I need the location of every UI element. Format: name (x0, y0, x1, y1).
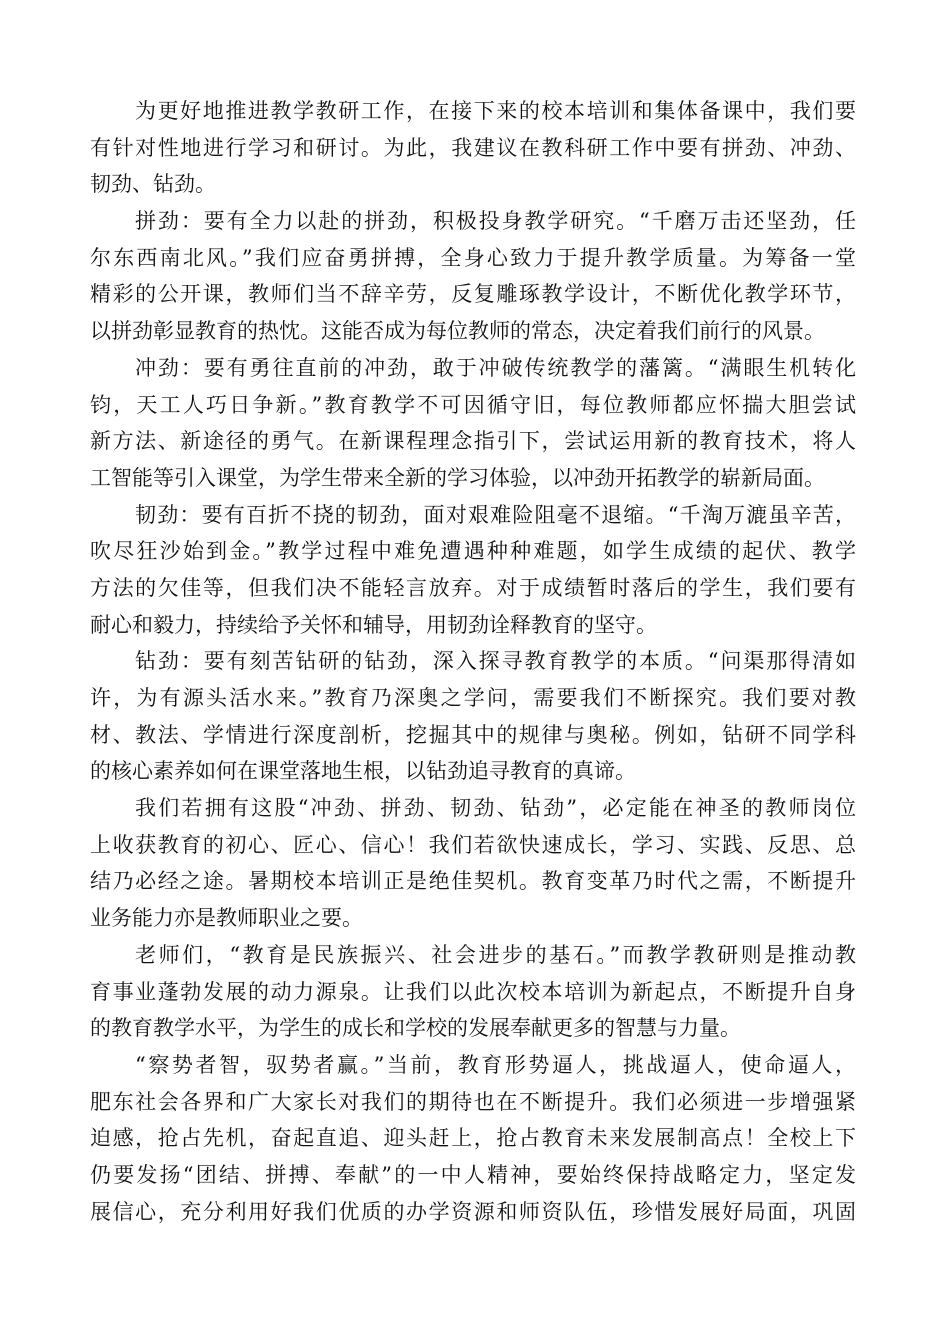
text-line: 方法的欠佳等，但我们决不能轻言放弃。对于成绩暂时落后的学生，我们要有 (90, 575, 856, 600)
text-line: 韧劲：要有百折不挠的韧劲，面对艰难险阻毫不退缩。“千淘万漉虽辛苦， (135, 502, 856, 527)
text-line: 肥东社会各界和广大家长对我们的期待也在不断提升。我们必须进一步增强紧 (90, 1089, 856, 1114)
paragraph (90, 497, 856, 644)
paragraph (90, 790, 856, 937)
text-line: 韧劲、钻劲。 (90, 172, 216, 197)
text-line: 结乃必经之途。暑期校本培训正是绝佳契机。教育变革乃时代之需，不断提升 (90, 869, 856, 894)
text-line: 有针对性地进行学习和研讨。为此，我建议在教科研工作中要有拼劲、冲劲、 (90, 135, 856, 160)
text-line: “察势者智，驭势者赢。”当前，教育形势逼人，挑战逼人，使命逼人， (135, 1052, 856, 1077)
text-line: 冲劲：要有勇往直前的冲劲，敢于冲破传统教学的藩篱。“满眼生机转化 (135, 355, 856, 380)
text-line: 吹尽狂沙始到金。”教学过程中难免遭遇种种难题，如学生成绩的起伏、教学 (90, 539, 856, 564)
document-page (90, 93, 856, 1230)
text-line: 的教育教学水平，为学生的成长和学校的发展奉献更多的智慧与力量。 (90, 1016, 741, 1041)
text-line: 材、教法、学情进行深度剖析，挖掘其中的规律与奥秘。例如，钻研不同学科 (90, 722, 856, 747)
text-line: 钻劲：要有刻苦钻研的钻劲，深入探寻教育教学的本质。“问渠那得清如 (135, 649, 856, 674)
paragraph (90, 203, 856, 350)
text-line: 新方法、新途径的勇气。在新课程理念指引下，尝试运用新的教育技术，将人 (90, 429, 856, 454)
text-line: 为更好地推进教学教研工作，在接下来的校本培训和集体备课中，我们要 (135, 99, 856, 123)
text-line: 以拼劲彰显教育的热忱。这能否成为每位教师的常态，决定着我们前行的风景。 (90, 319, 825, 344)
text-line: 迫感，抢占先机，奋起直追、迎头赶上，抢占教育未来发展制高点！全校上下 (90, 1126, 856, 1151)
text-line: 钧，天工人巧日争新。”教育教学不可因循守旧，每位教师都应怀揣大胆尝试 (90, 392, 856, 417)
text-line: 我们若拥有这股“冲劲、拼劲、韧劲、钻劲”，必定能在神圣的教师岗位 (135, 796, 856, 821)
text-line: 的核心素养如何在课堂落地生根，以钻劲追寻教育的真谛。 (90, 759, 636, 784)
paragraph (90, 350, 856, 497)
paragraph (90, 937, 856, 1047)
text-line: 拼劲：要有全力以赴的拼劲，积极投身教学研究。“千磨万击还坚劲，任 (135, 209, 856, 234)
text-line: 育事业蓬勃发展的动力源泉。让我们以此次校本培训为新起点，不断提升自身 (90, 979, 856, 1004)
paragraph (90, 93, 856, 203)
text-line: 尔东西南北风。”我们应奋勇拼搏，全身心致力于提升教学质量。为筹备一堂 (90, 245, 856, 270)
text-line: 老师们，“教育是民族振兴、社会进步的基石。”而教学教研则是推动教 (135, 942, 856, 967)
text-line: 上收获教育的初心、匠心、信心！我们若欲快速成长，学习、实践、反思、总 (90, 832, 856, 857)
text-line: 耐心和毅力，持续给予关怀和辅导，用韧劲诠释教育的坚守。 (90, 612, 657, 637)
text-line: 精彩的公开课，教师们当不辞辛劳，反复雕琢教学设计，不断优化教学环节， (90, 282, 856, 307)
paragraph (90, 1047, 856, 1230)
text-line: 许，为有源头活水来。”教育乃深奥之学问，需要我们不断探究。我们要对教 (90, 686, 856, 710)
text-line: 工智能等引入课堂，为学生带来全新的学习体验，以冲劲开拓教学的崭新局面。 (90, 465, 825, 490)
paragraph (90, 643, 856, 790)
text-line: 仍要发扬“团结、拼搏、奉献”的一中人精神，要始终保持战略定力，坚定发 (90, 1162, 856, 1187)
text-line: 展信心，充分利用好我们优质的办学资源和师资队伍，珍惜发展好局面，巩固 (90, 1199, 856, 1224)
text-line: 业务能力亦是教师职业之要。 (90, 906, 363, 931)
